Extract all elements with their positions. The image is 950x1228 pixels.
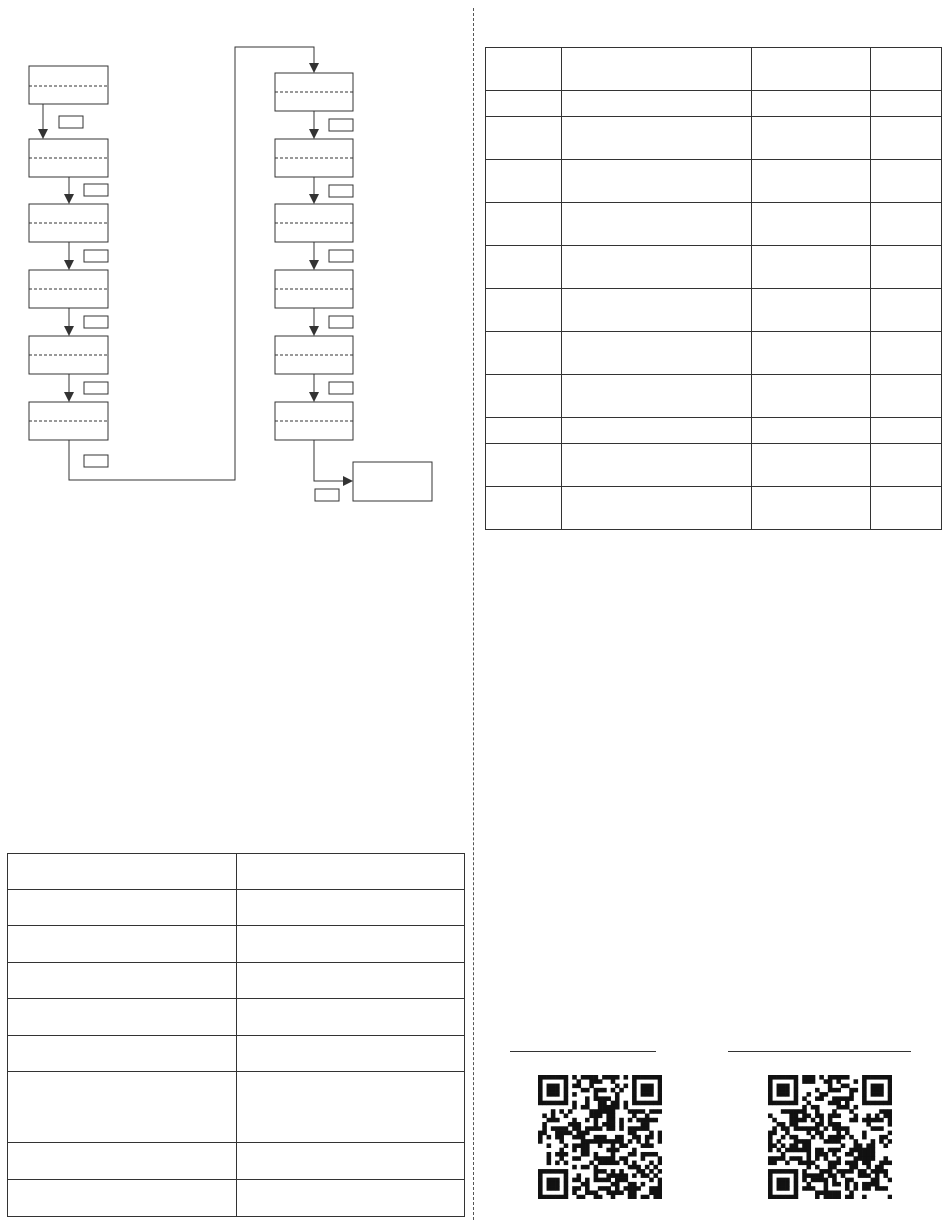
parameter-table — [7, 853, 465, 1217]
key-tag — [84, 316, 108, 328]
flow-step-box-right-4 — [275, 270, 353, 308]
table-row — [486, 203, 942, 246]
key-tag — [329, 250, 353, 262]
table-row — [8, 1072, 465, 1143]
flow-connector — [314, 440, 352, 481]
key-tag — [59, 116, 83, 128]
flow-step-box-right-5 — [275, 336, 353, 374]
table-row — [486, 117, 942, 160]
setup-flowchart — [0, 0, 470, 510]
key-tag — [84, 382, 108, 394]
table-row — [8, 926, 465, 963]
table-row — [8, 999, 465, 1036]
table-row — [8, 1143, 465, 1180]
flow-step-box-left-1 — [29, 66, 108, 104]
fold-divider — [473, 8, 474, 1220]
key-tag — [84, 455, 108, 467]
table-row — [8, 1180, 465, 1217]
flow-step-box-right-3 — [275, 204, 353, 242]
key-tag — [329, 316, 353, 328]
qr-code-icon — [538, 1075, 662, 1199]
table-row — [486, 289, 942, 332]
key-tag — [84, 250, 108, 262]
qr-caption-rule-1 — [510, 1051, 656, 1052]
key-tag — [329, 382, 353, 394]
table-row — [486, 487, 942, 530]
flow-step-box-left-4 — [29, 270, 108, 308]
table-row — [486, 375, 942, 418]
flow-step-box-left-5 — [29, 336, 108, 374]
flow-step-box-left-2 — [29, 139, 108, 177]
table-row — [486, 246, 942, 289]
key-tag — [329, 185, 353, 197]
table-row — [486, 48, 942, 91]
table-row — [8, 1036, 465, 1072]
table-row — [486, 332, 942, 375]
specification-table — [485, 47, 942, 530]
table-row — [8, 854, 465, 890]
flow-step-box-right-2 — [275, 139, 353, 177]
table-row — [486, 418, 942, 444]
flow-end-box — [353, 462, 432, 501]
table-row — [486, 160, 942, 203]
key-tag — [329, 119, 353, 131]
table-row — [486, 91, 942, 117]
flow-step-box-right-6 — [275, 402, 353, 440]
key-tag — [315, 489, 339, 501]
flow-step-box-left-3 — [29, 204, 108, 242]
qr-code-icon — [768, 1075, 892, 1199]
flow-step-box-right-1 — [275, 73, 353, 111]
flow-step-box-left-6 — [29, 402, 108, 440]
table-row — [486, 444, 942, 487]
table-row — [8, 890, 465, 926]
qr-caption-rule-2 — [728, 1051, 911, 1052]
key-tag — [84, 184, 108, 196]
table-row — [8, 963, 465, 999]
